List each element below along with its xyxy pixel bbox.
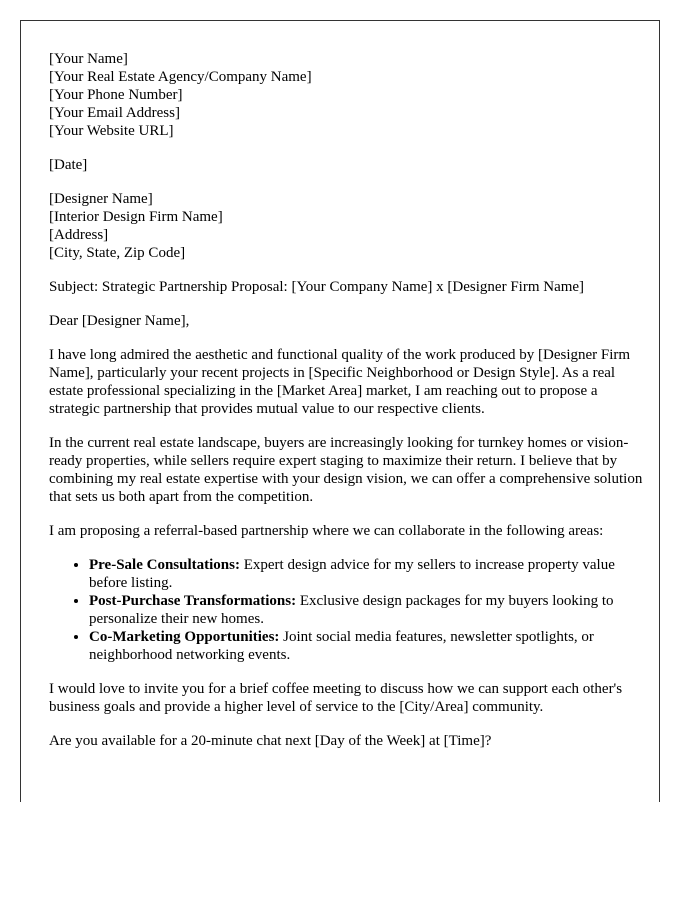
- list-item: [89, 628, 644, 664]
- subject-line: Subject: Strategic Partnership Proposal: [Your Company Name] x [Designer Firm Name]: [49, 279, 585, 295]
- recipient-firm: [Interior Design Firm Name]: [49, 209, 223, 225]
- paragraph-proposal: I am proposing a referral-based partnership where we can collaborate in the following areas:: [49, 523, 604, 539]
- sender-name: [Your Name]: [49, 51, 128, 67]
- sender-phone: [Your Phone Number]: [49, 87, 183, 103]
- letter-page: [20, 20, 660, 802]
- salutation: Dear [Designer Name],: [49, 313, 190, 329]
- list-item-text: Exclusive design packages for my buyers looking to personalize their new homes.: [89, 593, 614, 627]
- paragraph-invitation: I would love to invite you for a brief coffee meeting to discuss how we can support each other's business goals and provide a higher level of service to the [City/Area] community.: [49, 681, 623, 715]
- paragraph-availability: Are you available for a 20-minute chat next [Day of the Week] at [Time]?: [49, 733, 492, 749]
- sender-email: [Your Email Address]: [49, 105, 180, 121]
- list-item-title: Pre-Sale Consultations:: [89, 557, 240, 573]
- list-item: [89, 592, 644, 628]
- recipient-block: [49, 190, 644, 262]
- list-item-title: Co-Marketing Opportunities:: [89, 629, 280, 645]
- list-item-text: Joint social media features, newsletter spotlights, or neighborhood networking events.: [89, 629, 594, 663]
- recipient-address: [Address]: [49, 227, 109, 243]
- date-block: [49, 156, 644, 174]
- list-item: [89, 556, 644, 592]
- letter-body: [49, 50, 644, 766]
- collaboration-list: [49, 556, 644, 664]
- paragraph-landscape: In the current real estate landscape, buyers are increasingly looking for turnkey homes or vision-ready properties, while sellers require expert staging to maximize their return. I believe that by combining my real estate expertise with your design vision, we can offer a comprehensive solution that sets us both apart from the competition.: [49, 435, 643, 505]
- letter-date: [Date]: [49, 157, 88, 173]
- recipient-city: [City, State, Zip Code]: [49, 245, 186, 261]
- sender-company: [Your Real Estate Agency/Company Name]: [49, 69, 312, 85]
- sender-website: [Your Website URL]: [49, 123, 174, 139]
- paragraph-intro: I have long admired the aesthetic and functional quality of the work produced by [Designer Firm Name], particularly your recent projects in [Specific Neighborhood or Design Style]. As a real estate professional specializing in the [Market Area] market, I am reaching out to propose a strategic partnership that provides mutual value to our respective clients.: [49, 347, 631, 417]
- recipient-name: [Designer Name]: [49, 191, 153, 207]
- list-item-text: Expert design advice for my sellers to increase property value before listing.: [89, 557, 615, 591]
- list-item-title: Post-Purchase Transformations:: [89, 593, 297, 609]
- sender-block: [49, 50, 644, 140]
